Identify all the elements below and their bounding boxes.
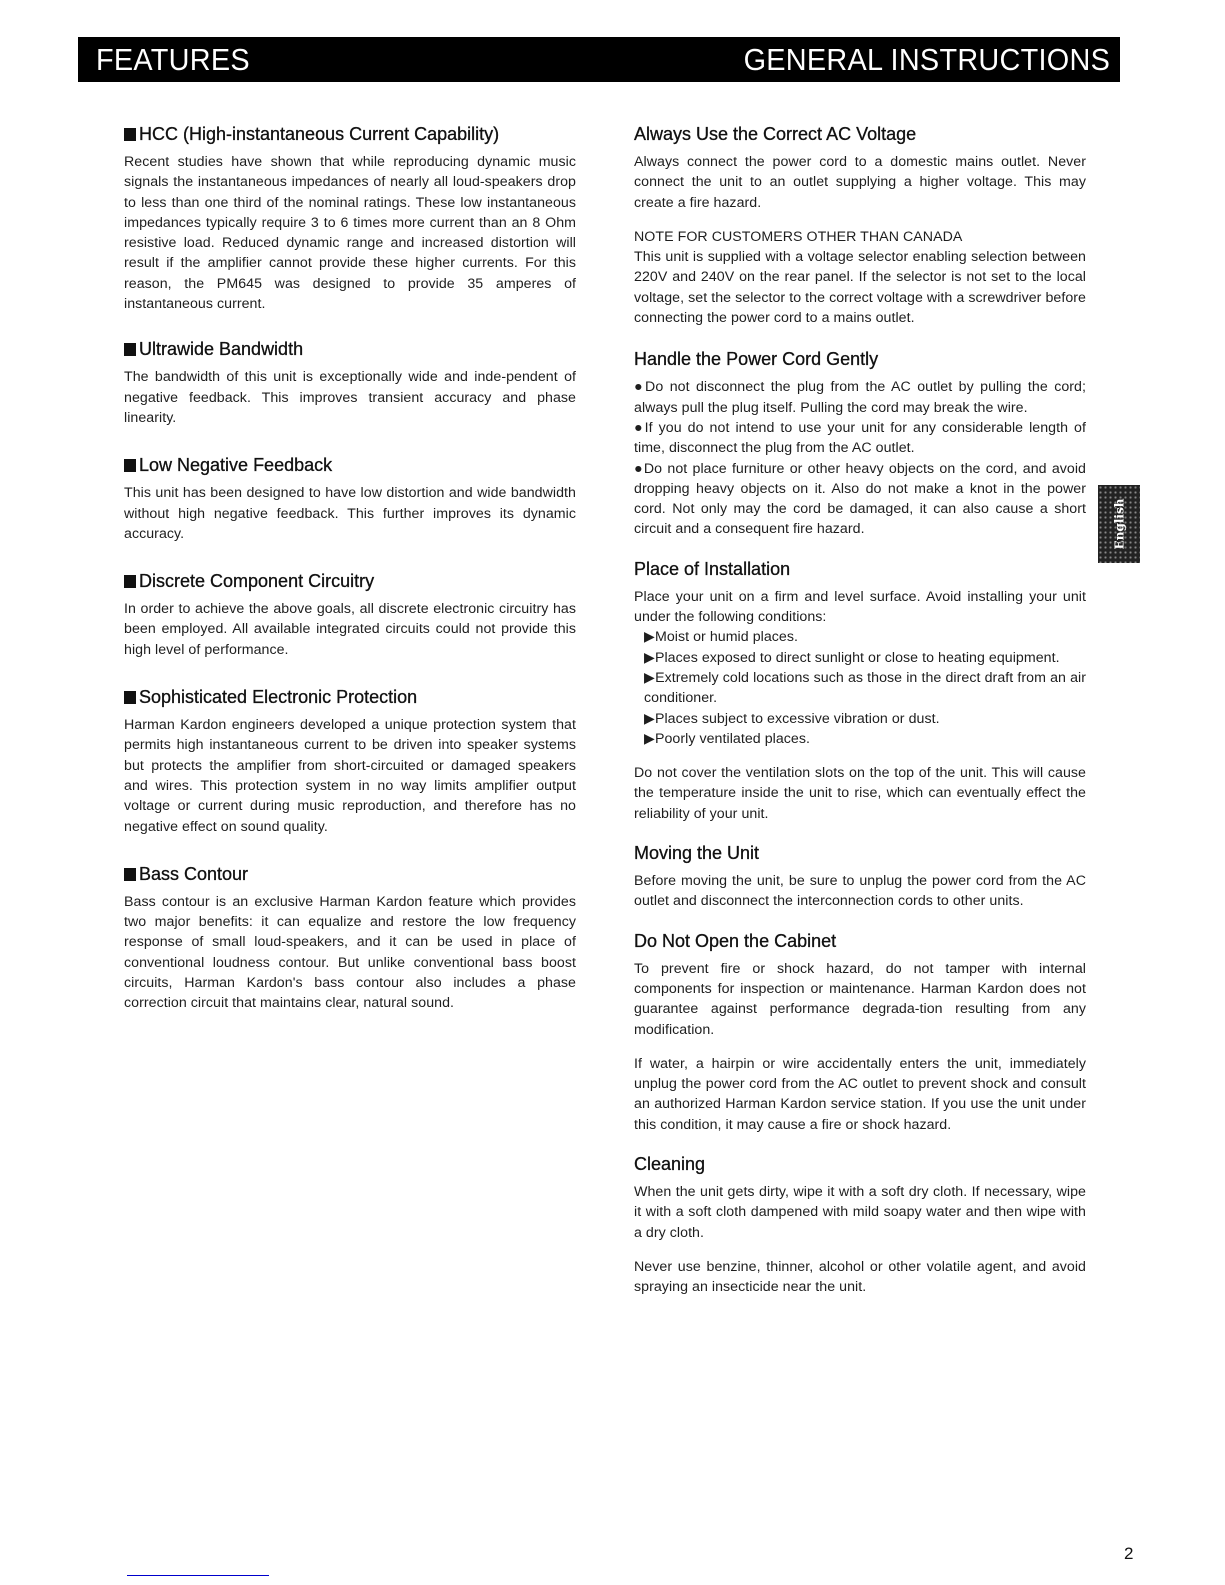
language-tab-label: English bbox=[1112, 498, 1127, 550]
feature-title: Bass Contour bbox=[124, 863, 576, 885]
instruction-text: Always connect the power cord to a domestic mains outlet. Never connect the unit to an outlet supplying a higher voltage. This may create a fire hazard. bbox=[634, 154, 1086, 211]
feature-text: In order to achieve the above goals, all discrete electronic circuitry has been employed. All available integrated circuits could not provide this high level of performance. bbox=[124, 601, 576, 658]
list-item: ▶Poorly ventilated places. bbox=[644, 730, 811, 747]
language-tab-english bbox=[1098, 485, 1140, 563]
circle-bullet-icon: ● bbox=[634, 379, 646, 396]
instruction-text: If water, a hairpin or wire accidentally enters the unit, immediately unplug the power cord from the AC outlet to prevent shock and consult an authorized Harman Kardon service station. If you use the unit under this condition, it may cause a fire or shock hazard. bbox=[634, 1055, 1086, 1133]
square-bullet-icon bbox=[124, 343, 136, 356]
circle-bullet-icon: ● bbox=[634, 460, 644, 477]
list-item: ▶Places exposed to direct sunlight or close to heating equipment. bbox=[644, 649, 1060, 666]
feature-text: Recent studies have shown that while reproducing dynamic music signals the instantaneous impedances of nearly all loud-speakers drop to less than one third of the nominal ratings. These low instantaneous impedances typically require 3 to 6 times more current than an 8 Ohm resistive load. Reduced dynamic range and increased distortion will result if the amplifier cannot provide these higher currents. For this reason, the PM645 was designed to provide 35 amperes of instantaneous current. bbox=[124, 154, 576, 313]
feature-hcc bbox=[124, 123, 576, 314]
square-bullet-icon bbox=[124, 868, 136, 881]
instruction-text: Do not cover the ventilation slots on the top of the unit. This will cause the temperature inside the unit to rise, which can eventually effect the reliability of your unit. bbox=[634, 765, 1086, 822]
list-item: ●Do not disconnect the plug from the AC outlet by pulling the cord; always pull the plug itself. Pulling the cord may break the wire. bbox=[634, 379, 1086, 416]
triangle-bullet-icon: ▶ bbox=[644, 629, 655, 646]
feature-discrete-component bbox=[124, 570, 576, 660]
instruction-cleaning bbox=[634, 1153, 1086, 1297]
instruction-title: Always Use the Correct AC Voltage bbox=[634, 124, 917, 144]
instruction-moving bbox=[634, 842, 1086, 912]
list-item: ▶Extremely cold locations such as those in the direct draft from an air conditioner. bbox=[644, 669, 1086, 707]
feature-title: Low Negative Feedback bbox=[124, 454, 576, 476]
list-item: ●If you do not intend to use your unit for any considerable length of time, disconnect the plug from the AC outlet. bbox=[634, 419, 1086, 457]
feature-text: Bass contour is an exclusive Harman Kardon feature which provides two major benefits: it can equalize and restore the low frequency response of small loud-speakers, and it can be used in place of conventional loudness contour. But unlike conventional bass boost circuits, Harman Kardon's bass contour also includes a phase correction circuit that maintains clear, natural sound. bbox=[124, 893, 576, 1012]
instruction-title: Moving the Unit bbox=[634, 843, 760, 864]
feature-text: The bandwidth of this unit is exceptionally wide and inde-pendent of negative feedback. This improves transient accuracy and phase linearity. bbox=[124, 369, 576, 426]
instruction-cabinet bbox=[634, 930, 1086, 1135]
general-instructions-heading: GENERAL INSTRUCTIONS bbox=[743, 41, 1110, 77]
instruction-text: Place your unit on a firm and level surface. Avoid installing your unit under the following conditions: bbox=[634, 588, 1086, 626]
square-bullet-icon bbox=[124, 459, 136, 472]
feature-title: HCC (High-instantaneous Current Capability) bbox=[124, 123, 576, 145]
instruction-power-cord bbox=[634, 348, 1086, 539]
instruction-title: Place of Installation bbox=[634, 558, 791, 579]
square-bullet-icon bbox=[124, 575, 136, 588]
feature-low-negative-feedback bbox=[124, 454, 576, 544]
page-number: 2 bbox=[1124, 1544, 1134, 1563]
instruction-text: Never use benzine, thinner, alcohol or other volatile agent, and avoid spraying an insecticide near the unit. bbox=[634, 1258, 1086, 1296]
feature-ultrawide-bandwidth bbox=[124, 338, 576, 428]
feature-text: Harman Kardon engineers developed a unique protection system that permits high instantaneous current to be driven into speaker systems but protects the amplifier from short-circuited or damaged speakers and wires. This protection system in no way limits amplifier output voltage or current during music reproduction, and therefore has no negative effect on sound quality. bbox=[124, 717, 576, 835]
instruction-text: To prevent fire or shock hazard, do not tamper with internal components for inspection or maintenance. Harman Kardon does not guarantee against performance degrada-tion resulting from any modification. bbox=[634, 960, 1086, 1038]
instruction-text: This unit is supplied with a voltage selector enabling selection between 220V and 240V on the rear panel. If the selector is not set to the local voltage, set the selector to the correct voltage with a screwdriver before connecting the power cord to a mains outlet. bbox=[634, 249, 1086, 327]
decorative-underline bbox=[127, 1575, 269, 1576]
instruction-ac-voltage bbox=[634, 123, 1086, 328]
triangle-bullet-icon: ▶ bbox=[644, 649, 655, 666]
instruction-text: When the unit gets dirty, wipe it with a soft dry cloth. If necessary, wipe it with a soft cloth dampened with mild soapy water and then wipe with a dry cloth. bbox=[634, 1183, 1086, 1241]
triangle-bullet-icon: ▶ bbox=[644, 730, 655, 747]
square-bullet-icon bbox=[124, 128, 136, 141]
instruction-text: Before moving the unit, be sure to unplug the power cord from the AC outlet and disconnect the interconnection cords to other units. bbox=[634, 873, 1086, 910]
instruction-title: Do Not Open the Cabinet bbox=[634, 930, 837, 951]
feature-title: Discrete Component Circuitry bbox=[124, 570, 576, 592]
features-heading: FEATURES bbox=[96, 41, 250, 77]
triangle-bullet-icon: ▶ bbox=[644, 710, 655, 727]
feature-electronic-protection bbox=[124, 686, 576, 837]
instructions-column bbox=[634, 120, 1086, 1297]
feature-text: This unit has been designed to have low distortion and wide bandwidth without high negative feedback. This further improves its dynamic accuracy. bbox=[124, 485, 576, 542]
feature-title: Sophisticated Electronic Protection bbox=[124, 686, 576, 708]
features-column bbox=[124, 120, 576, 1014]
instruction-title: Cleaning bbox=[634, 1153, 706, 1174]
list-item: ▶Places subject to excessive vibration or dust. bbox=[644, 710, 940, 727]
square-bullet-icon bbox=[124, 691, 136, 704]
list-item: ▶Moist or humid places. bbox=[644, 629, 798, 646]
triangle-bullet-icon: ▶ bbox=[644, 669, 656, 686]
note-heading: NOTE FOR CUSTOMERS OTHER THAN CANADA bbox=[634, 228, 963, 245]
instruction-title: Handle the Power Cord Gently bbox=[634, 349, 879, 370]
circle-bullet-icon: ● bbox=[634, 419, 645, 436]
instruction-installation bbox=[634, 558, 1086, 824]
feature-bass-contour bbox=[124, 863, 576, 1014]
list-item: ●Do not place furniture or other heavy objects on the cord, and avoid dropping heavy objects on it. Also do not make a knot in the power cord. Not only may the cord be damaged, it can also cause a short circuit and a consequent fire hazard. bbox=[634, 460, 1086, 538]
feature-title: Ultrawide Bandwidth bbox=[124, 338, 576, 360]
header-bar bbox=[78, 37, 1120, 82]
